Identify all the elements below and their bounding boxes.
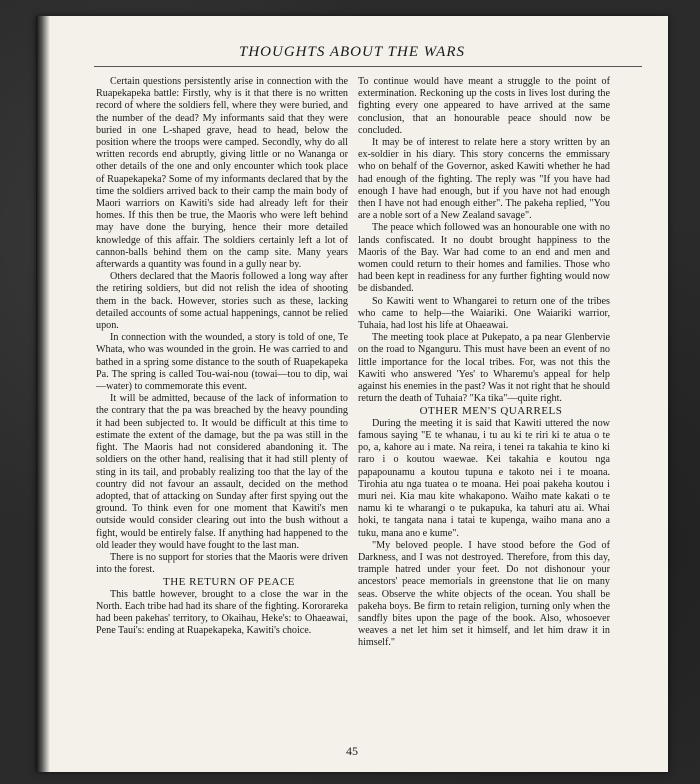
paragraph: Certain questions persistently arise in connection with the Ruapekapeka battle: Firstly, why is it that there is no written record of where the soldiers fell, where they were buried, and the number of the dead? My informants said that they were buried in one L-shaped grave, head to head, below the position where the troops were camped. Secondly, why do all written records end abruptly, giving little or no Wananga or other details of the one and only encounter which took place of Ruapekapeka? Some of my informants declared that by the time the soldiers arrived back to their camp the main body of Maori warriors on Kawiti's side had already left for their homes. If this then be true, the Maoris who were left behind may have done the burying, hence their more detailed knowledge of this affair. The soldiers certainly left a lot of cannon-balls behind them on the camp site. Many years afterwards a quantity was found in a gully near by. xyxy=(96,76,348,271)
paragraph: The peace which followed was an honourable one with no lands confiscated. It no doubt brought happiness to the Maoris of the Bay. War had come to an end and men and women could return to their homes and families. Those who had been kept in readiness for any further fighting would now be disbanded. xyxy=(358,222,610,295)
section-heading: OTHER MEN'S QUARRELS xyxy=(419,405,563,418)
paragraph: Others declared that the Maoris followed a long way after the retiring soldiers, but did not relish the idea of shooting them in the back. However, stories such as these, lacking detailed accounts of some actual happenings, cannot be relied upon. xyxy=(96,271,348,332)
right-column xyxy=(358,76,610,650)
paragraph: It may be of interest to relate here a story written by an ex-soldier in his diary. This story concerns the emmissary who on behalf of the Governor, asked Kawiti whether he had had enough of the fighting. The reply was "If you have had enough I have had enough, but if you have not had enough then I have not had enough either". The pakeha replied, "You are a noble sort of a New Zealand savage". xyxy=(358,137,610,222)
book-page xyxy=(36,16,668,772)
paragraph: During the meeting it is said that Kawiti uttered the now famous saying "E te whanau, i tu au ki te riri ki te atua o te po, a, kahore au i mate. Na reira, i tenei ra takahia te kino ki raro i o koutou waewae. Kei takahia e koutou nga papapounamu a koutou tupuna e takoto nei i te moana. Tirohia atu nga tuatea o te moana. Hei poai pakeha koutou i muri nei. Kia mau kite whakapono. Waiho mate kakati o te namu ki te wharangi o te pukapuka, ka tahuri atu ai. Whai hoki, te tangata nana i tatai te kupenga, waiho mana ano a tuku, mana ano e kume". xyxy=(358,417,610,539)
paragraph: There is no support for stories that the Maoris were driven into the forest. xyxy=(96,551,348,576)
section-heading: THE RETURN OF PEACE xyxy=(162,576,296,589)
paragraph: To continue would have meant a struggle to the point of extermination. Reckoning up the costs in lives lost during the fighting every one appeared to have arrived at the same conclusion, that an honourable peace should now be concluded. xyxy=(358,76,610,136)
paragraph: In connection with the wounded, a story is told of one, Te Whata, who was wounded in the groin. He was carried to and bathed in a spring some distance to the south of Ruapekapeka Pa. The spring is called Tou-wai-nou (towai—tou to dip, wai—water) to commemorate this event. xyxy=(96,332,348,393)
book-spine-shadow xyxy=(36,16,50,772)
paragraph: The meeting took place at Pukepato, a pa near Glenbervie on the road to Nganguru. This must have been an event of no little importance for the local tribes. For, was not this the Kawiti who answered 'Yes' to Wharemu's appeal for help against his enemies in the past? Was it not right that he should return the death of Tuhaia? "Ka tika"—quite right. xyxy=(358,332,610,405)
left-column xyxy=(96,76,348,637)
header-rule xyxy=(94,66,642,67)
paragraph: So Kawiti went to Whangarei to return one of the tribes who came to help—the Waiariki. One Waiariki warrior, Tuhaia, had lost his life at Ohaeawai. xyxy=(358,295,610,332)
running-header: THOUGHTS ABOUT THE WARS xyxy=(239,44,465,60)
page-number: 45 xyxy=(346,744,358,758)
paragraph: It will be admitted, because of the lack of information to the contrary that the pa was breached by the heavy pounding it had been subjected to. It would be difficult at this time to estimate the extent of the damage, but the pa was still in the fight. The Maoris had not considered abandoning it. The soldiers on the other hand, realising that it had still plenty of sting in its tail, and probably realizing too that the lay of the country did not favour an assault, decided on the method adopted, that of attacking on Sunday after first spying out the ground. To think even for one moment that Kawiti's men outside would consider clearing out into the bush without a fight, would be entirely false. If anything had happened to the old leader they would have fought to the last man. xyxy=(96,393,348,551)
paragraph: "My beloved people. I have stood before the God of Darkness, and I was not destroyed. Therefore, from this day, trample hatred under your feet. Do not dishonour your ancestors' peace memorials in greenstone that lie on many seas. Observe the white objects of the ocean. You shall be pakeha boys. Be firm to retain religion, turning only when the sandfly bites upon the page of the book. Also, whosoever weaves a net let him set it himself, and let him draw it in himself." xyxy=(358,539,610,649)
paragraph: This battle however, brought to a close the war in the North. Each tribe had had its share of the fighting. Kororareka had been pakehas' territory, to Okaihau, Heke's: to Ohaeawai, Pene Taui's: ending at Ruapekapeka, Kawiti's choice. xyxy=(96,588,348,637)
